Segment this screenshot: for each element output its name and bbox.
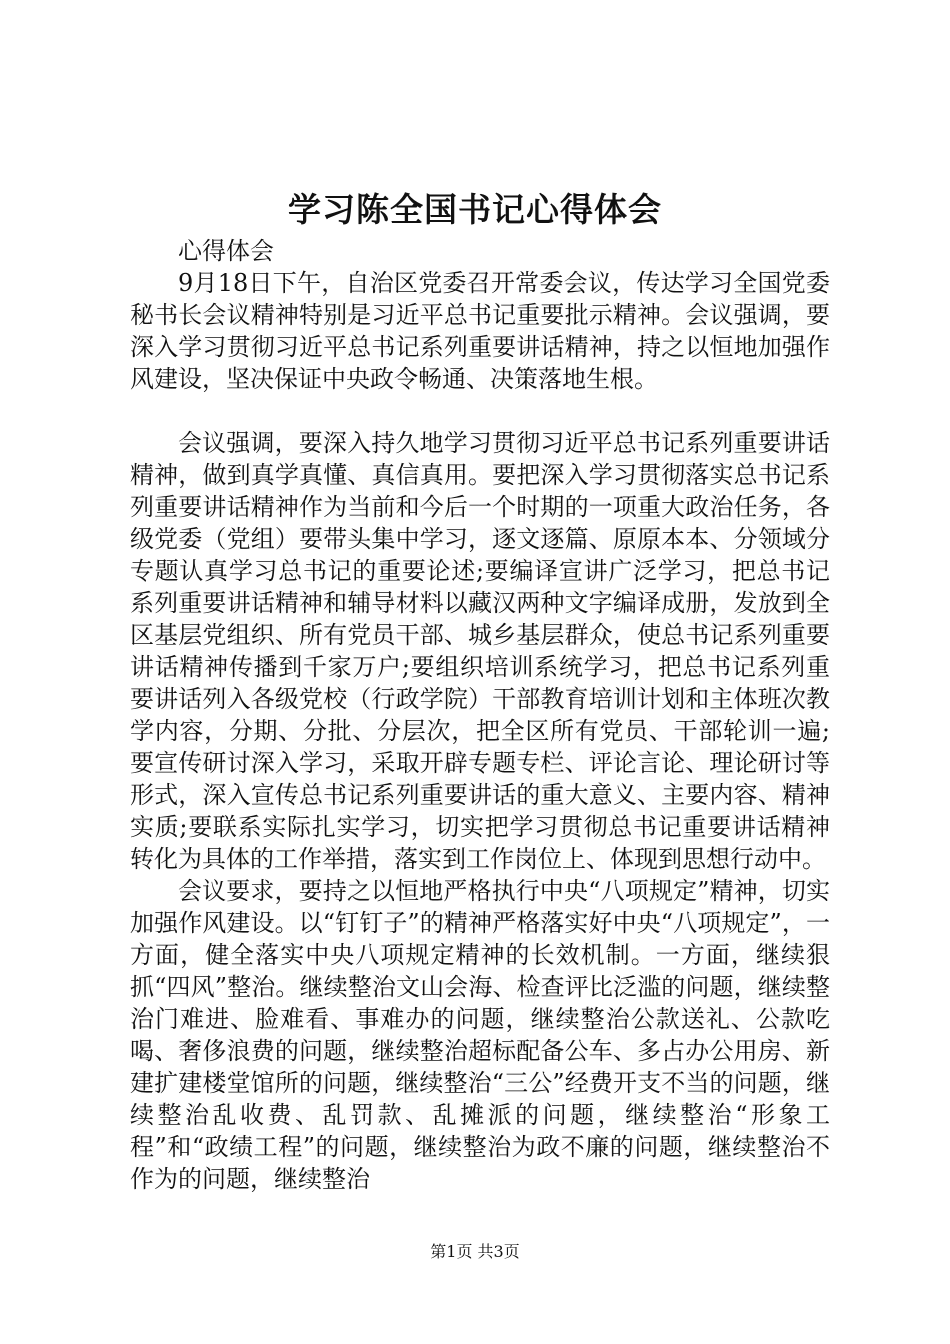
paragraph-1: 9月18日下午，自治区党委召开常委会议，传达学习全国党委秘书长会议精神特别是习近平总书记重要批示精神。会议强调，要深入学习贯彻习近平总书记系列重要讲话精神，持之以恒地加强作风建设，坚决保证中央政令畅通、决策落地生根。 [130,269,830,393]
page-footer: 第1页 共3页 [430,1242,520,1261]
paragraph-2: 会议强调，要深入持久地学习贯彻习近平总书记系列重要讲话精神，做到真学真懂、真信真用。要把深入学习贯彻落实总书记系列重要讲话精神作为当前和今后一个时期的一项重大政治任务，各级党委（党组）要带头集中学习，逐文逐篇、原原本本、分领域分专题认真学习总书记的重要论述;要编译宣讲广泛学习，把总书记系列重要讲话精神和辅导材料以藏汉两种文字编译成册，发放到全区基层党组织、所有党员干部、城乡基层群众，使总书记系列重要讲话精神传播到千家万户;要组织培训系统学习，把总书记系列重要讲话列入各级党校（行政学院）干部教育培训计划和主体班次教学内容，分期、分批、分层次，把全区所有党员、干部轮训一遍;要宣传研讨深入学习，采取开辟专题专栏、评论言论、理论研讨等形式，深入宣传总书记系列重要讲话的重大意义、主要内容、精神实质;要联系实际扎实学习，切实把学习贯彻总书记重要讲话精神转化为具体的工作举措，落实到工作岗位上、体现到思想行动中。 [130,429,830,873]
paragraph-3: 会议要求，要持之以恒地严格执行中央“八项规定”精神，切实加强作风建设。以“钉钉子”的精神严格落实好中央“八项规定”，一方面，健全落实中央八项规定精神的长效机制。一方面，继续狠抓“四风”整治。继续整治文山会海、检查评比泛滥的问题，继续整治门难进、脸难看、事难办的问题，继续整治公款送礼、公款吃喝、奢侈浪费的问题，继续整治超标配备公车、多占办公用房、新建扩建楼堂馆所的问题，继续整治“三公”经费开支不当的问题，继续整治乱收费、乱罚款、乱摊派的问题，继续整治“形象工程”和“政绩工程”的问题，继续整治为政不廉的问题，继续整治不作为的问题，继续整治 [130,877,830,1193]
document-body [130,235,830,1195]
paragraph-spacer [130,395,830,427]
document-subtitle: 心得体会 [178,237,274,265]
document-title: 学习陈全国书记心得体会 [288,190,662,229]
